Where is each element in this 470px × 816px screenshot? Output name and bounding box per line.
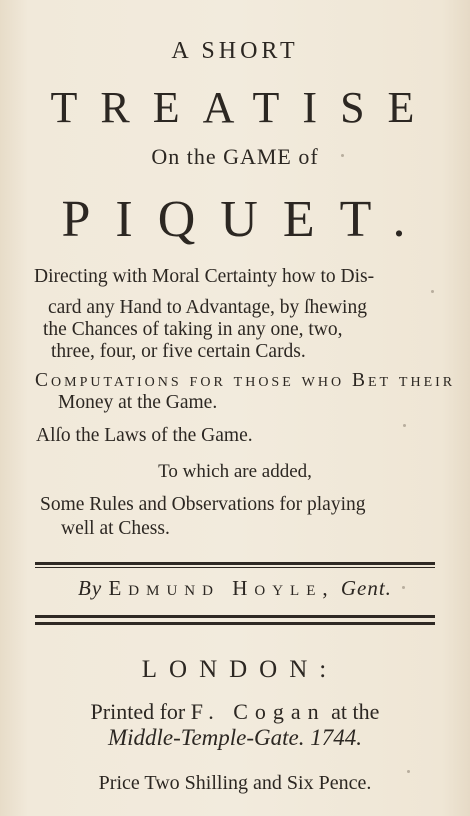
paper-speck — [407, 770, 410, 773]
description-line-10: well at Chess. — [61, 518, 170, 539]
author-by: By — [78, 576, 103, 600]
description-line-4: three, four, or five certain Cards. — [51, 341, 306, 362]
imprint-printer: F. Cogan — [190, 699, 326, 724]
title-line-on-the-game-of: On the GAME of — [151, 144, 319, 169]
divider-rule-bottom-second — [35, 622, 435, 625]
title-line-a-short: A SHORT — [171, 38, 299, 64]
divider-rule-top-thin — [35, 567, 435, 568]
description-line-5: Computations for thoſe who Bet their — [35, 370, 456, 391]
imprint-printed-line — [0, 699, 470, 725]
author-line — [0, 576, 470, 601]
divider-rule-top — [35, 562, 435, 565]
imprint-price: Price Two Shilling and Six Pence. — [98, 772, 372, 794]
paper-speck — [431, 290, 434, 293]
imprint-year: 1744. — [310, 725, 363, 750]
imprint-printed-for: Printed for — [90, 699, 186, 724]
title-line-piquet: PIQUET. — [61, 191, 431, 248]
imprint-at-the: at the — [331, 699, 380, 724]
description-line-7: Alſo the Laws of the Game. — [36, 425, 253, 446]
title-line-treatise: TREATISE — [50, 83, 438, 132]
paper-speck — [402, 586, 405, 589]
paper-speck — [403, 424, 406, 427]
imprint-location: Middle-Temple-Gate. — [107, 725, 305, 750]
imprint-city: LONDON: — [141, 656, 339, 683]
description-line-9: Some Rules and Observations for playing — [40, 494, 366, 515]
divider-rule-bottom — [35, 615, 435, 618]
description-line-1: Directing with Moral Certainty how to Dis- — [34, 266, 375, 287]
description-line-2: card any Hand to Advantage, by ſhewing — [48, 297, 367, 318]
description-line-3: the Chances of taking in any one, two, — [43, 319, 343, 340]
description-line-8: To which are added, — [158, 461, 312, 482]
author-suffix: Gent. — [340, 576, 392, 600]
paper-speck — [341, 154, 344, 157]
author-name: Edmund Hoyle, — [108, 576, 335, 600]
description-line-6: Money at the Game. — [58, 392, 218, 413]
imprint-address-line — [0, 725, 470, 751]
